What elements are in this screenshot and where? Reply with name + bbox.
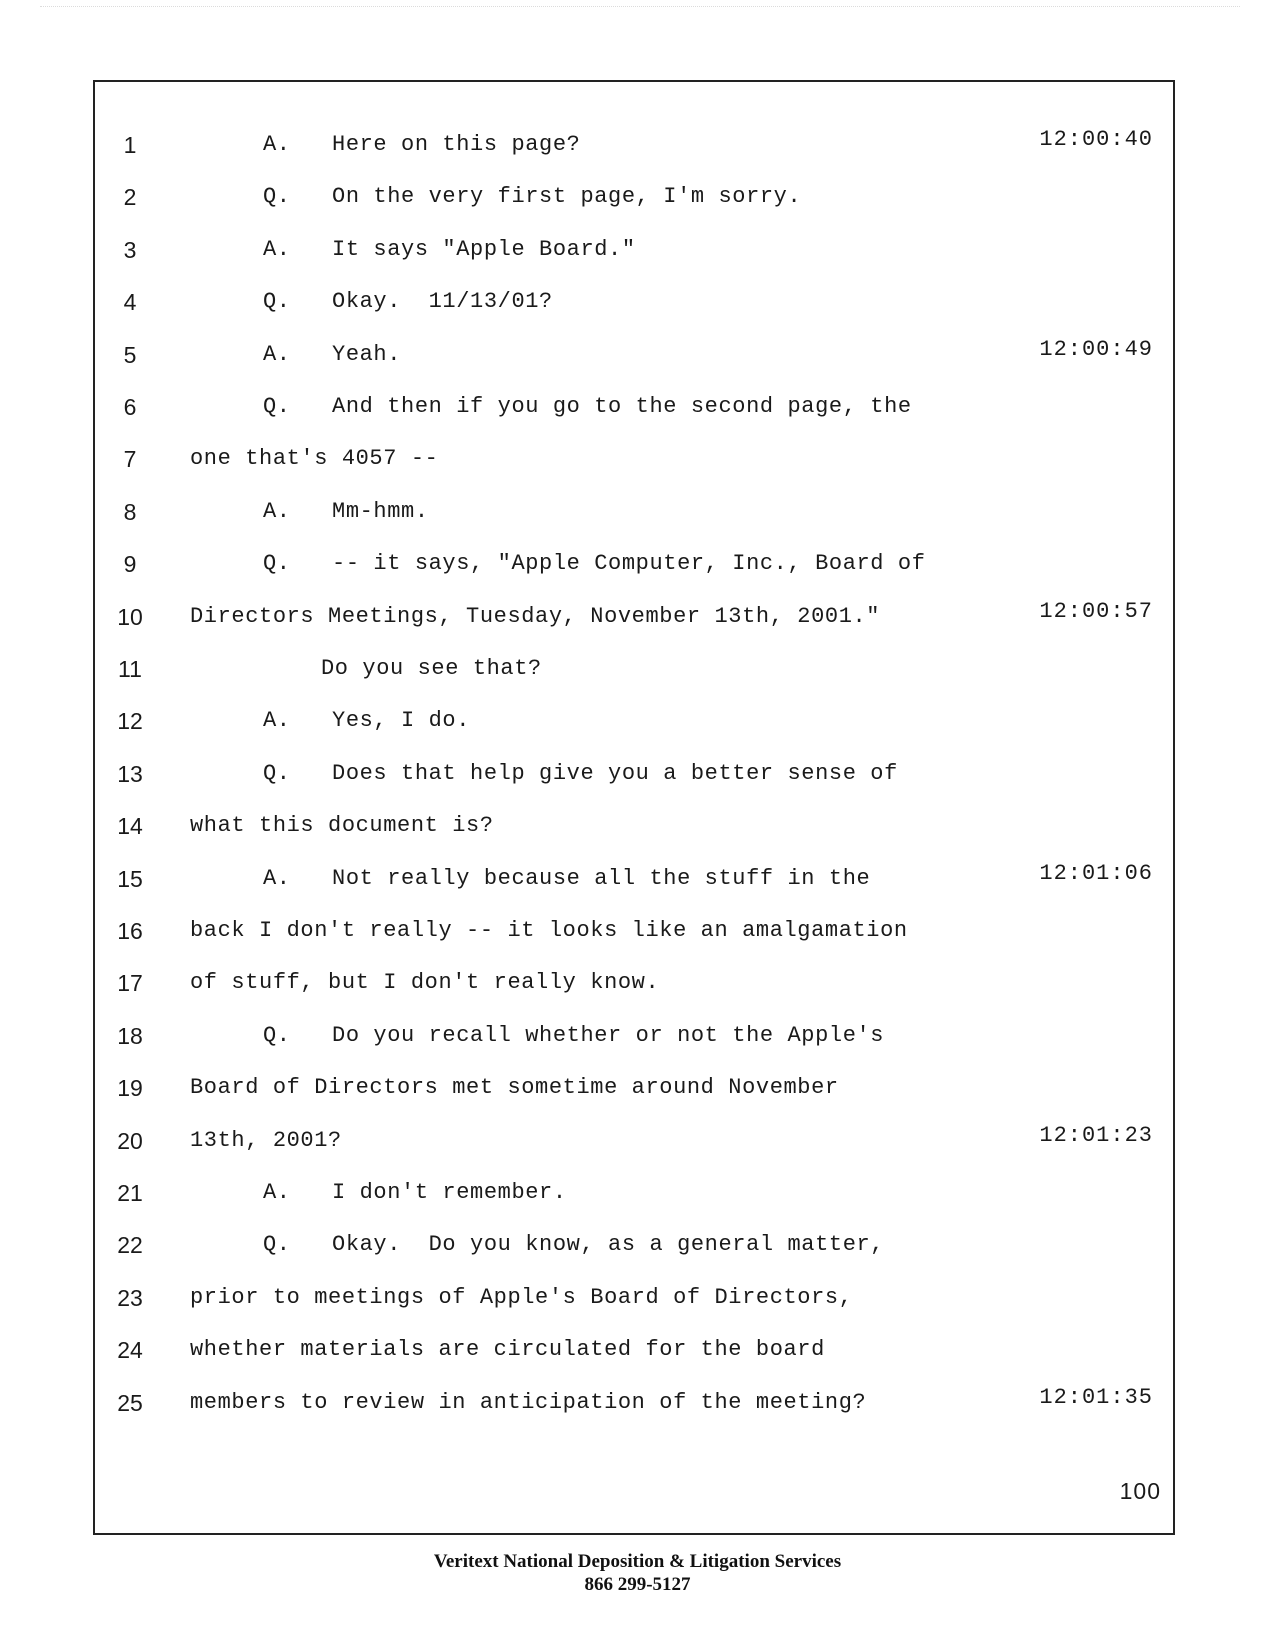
transcript-line bbox=[95, 1178, 1173, 1232]
line-text: A. Yeah. bbox=[263, 341, 402, 367]
transcript-line bbox=[95, 860, 1173, 918]
timestamp: 12:00:40 bbox=[1039, 127, 1153, 152]
transcript-line bbox=[95, 811, 1173, 865]
page-number: 100 bbox=[1119, 1478, 1161, 1504]
line-number: 3 bbox=[123, 236, 137, 263]
line-text: Board of Directors met sometime around November bbox=[190, 1075, 839, 1101]
line-number: 9 bbox=[123, 551, 137, 578]
line-number: 6 bbox=[123, 394, 137, 420]
transcript-line bbox=[95, 706, 1173, 760]
transcript-line bbox=[95, 598, 1173, 656]
line-number: 19 bbox=[117, 1075, 143, 1102]
line-number: 15 bbox=[117, 865, 143, 892]
line-text: what this document is? bbox=[190, 813, 494, 839]
transcript-line bbox=[95, 235, 1173, 289]
transcript-line bbox=[95, 1230, 1173, 1284]
line-text: A. Not really because all the stuff in the bbox=[263, 865, 871, 891]
transcript-line bbox=[95, 1021, 1173, 1075]
line-number: 14 bbox=[117, 813, 143, 840]
line-text: A. Here on this page? bbox=[263, 132, 581, 157]
line-number: 18 bbox=[117, 1022, 143, 1049]
line-number: 25 bbox=[117, 1389, 143, 1416]
transcript-line bbox=[95, 549, 1173, 603]
line-number: 17 bbox=[117, 970, 143, 997]
line-text: Q. And then if you go to the second page, the bbox=[263, 394, 912, 419]
transcript-line bbox=[95, 127, 1173, 184]
line-number: 5 bbox=[123, 341, 137, 368]
scan-artifact bbox=[40, 6, 1240, 17]
line-number: 4 bbox=[123, 289, 137, 316]
line-text: Q. Okay. Do you know, as a general matter, bbox=[263, 1232, 885, 1258]
line-text: whether materials are circulated for the board bbox=[190, 1337, 825, 1363]
line-text: A. I don't remember. bbox=[263, 1180, 567, 1205]
line-number: 24 bbox=[117, 1337, 143, 1364]
line-text: A. Mm-hmm. bbox=[263, 498, 429, 524]
transcript-line bbox=[95, 654, 1173, 708]
transcript-line bbox=[95, 1384, 1173, 1442]
line-number: 22 bbox=[117, 1232, 143, 1259]
line-number: 12 bbox=[117, 708, 143, 735]
line-number: 13 bbox=[117, 760, 143, 787]
line-text: Q. Do you recall whether or not the Apple's bbox=[263, 1022, 885, 1048]
timestamp: 12:01:06 bbox=[1039, 860, 1153, 886]
line-number: 11 bbox=[118, 656, 142, 682]
transcript-line bbox=[95, 1073, 1173, 1127]
line-text: Q. Does that help give you a better sense of bbox=[263, 760, 898, 786]
line-text: 13th, 2001? bbox=[190, 1127, 342, 1153]
line-number: 16 bbox=[117, 918, 143, 944]
line-number: 7 bbox=[123, 446, 137, 473]
line-text: Q. Okay. 11/13/01? bbox=[263, 289, 553, 315]
footer-company: Veritext National Deposition & Litigation Services bbox=[433, 1551, 842, 1572]
transcript-line bbox=[95, 336, 1173, 394]
transcript-line bbox=[95, 759, 1173, 813]
line-text: A. It says "Apple Board." bbox=[263, 236, 636, 262]
timestamp: 12:00:57 bbox=[1039, 598, 1153, 624]
line-number: 8 bbox=[123, 498, 137, 525]
line-text: back I don't really -- it looks like an amalgamation bbox=[190, 918, 908, 943]
transcript-line bbox=[95, 444, 1173, 498]
transcript-line bbox=[95, 968, 1173, 1022]
transcript-page-frame bbox=[93, 80, 1175, 1535]
line-number: 1 bbox=[123, 132, 137, 158]
line-text: Directors Meetings, Tuesday, November 13th, 2001." bbox=[190, 603, 881, 629]
transcript-line bbox=[95, 1122, 1173, 1180]
line-text: one that's 4057 -- bbox=[190, 446, 439, 472]
line-number: 20 bbox=[117, 1127, 143, 1154]
line-text: Q. On the very first page, I'm sorry. bbox=[263, 184, 802, 210]
transcript-line bbox=[95, 392, 1173, 446]
transcript-line bbox=[95, 182, 1173, 236]
transcript-line bbox=[95, 916, 1173, 970]
timestamp: 12:01:35 bbox=[1039, 1384, 1153, 1410]
line-number: 23 bbox=[117, 1284, 143, 1311]
transcript-line bbox=[95, 287, 1173, 341]
transcript-line bbox=[95, 497, 1173, 551]
line-text: of stuff, but I don't really know. bbox=[190, 970, 660, 996]
line-text: A. Yes, I do. bbox=[263, 708, 471, 734]
timestamp: 12:01:23 bbox=[1039, 1122, 1153, 1148]
line-text: Q. -- it says, "Apple Computer, Inc., Board of bbox=[263, 551, 926, 577]
line-number: 10 bbox=[117, 603, 143, 630]
transcript-line bbox=[95, 1283, 1173, 1337]
line-number: 21 bbox=[117, 1180, 143, 1206]
line-number: 2 bbox=[123, 184, 137, 211]
line-text: Do you see that? bbox=[321, 656, 542, 681]
footer-phone: 866 299-5127 bbox=[584, 1574, 691, 1595]
line-text: members to review in anticipation of the meeting? bbox=[190, 1389, 867, 1415]
timestamp: 12:00:49 bbox=[1039, 336, 1153, 362]
line-text: prior to meetings of Apple's Board of Directors, bbox=[190, 1284, 853, 1310]
footer bbox=[0, 1550, 1275, 1596]
transcript-line bbox=[95, 1335, 1173, 1389]
